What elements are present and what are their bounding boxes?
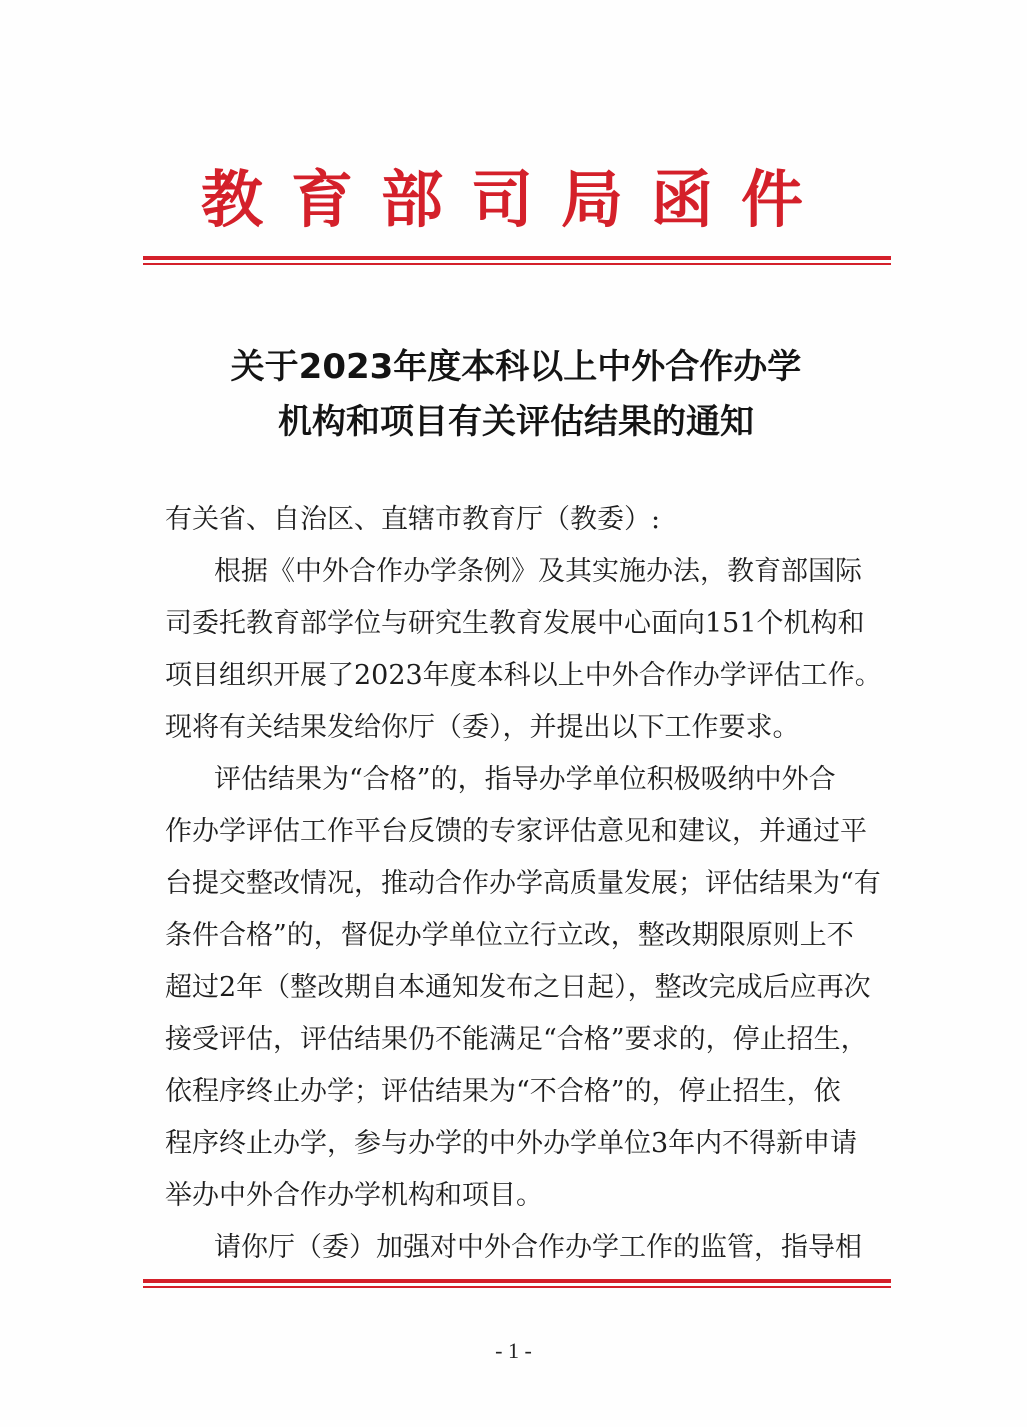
footer-red-rule: [143, 1279, 891, 1288]
paragraph-2-line-2: 作办学评估工作平台反馈的专家评估意见和建议，并通过平: [165, 816, 867, 847]
red-rule-thin-line: [143, 263, 891, 265]
red-rule-thick-line: [143, 256, 891, 260]
paragraph-2-line-4: 条件合格”的，督促办学单位立行立改，整改期限原则上不: [165, 920, 854, 951]
paragraph-2-line-9: 举办中外合作办学机构和项目。: [165, 1180, 543, 1211]
paragraph-1-line-4: 现将有关结果发给你厅（委），并提出以下工作要求。: [165, 712, 800, 743]
paragraph-2-line-7: 依程序终止办学；评估结果为“不合格”的，停止招生，依: [165, 1076, 841, 1107]
paragraph-2-line-1: 评估结果为“合格”的，指导办学单位积极吸纳中外合: [214, 764, 836, 795]
salutation: 有关省、自治区、直辖市教育厅（教委）:: [165, 504, 661, 535]
document-title-line-2: 机构和项目有关评估结果的通知: [278, 402, 754, 442]
paragraph-2-line-8: 程序终止办学，参与办学的中外办学单位3年内不得新申请: [165, 1128, 858, 1159]
paragraph-1-line-3: 项目组织开展了2023年度本科以上中外合作办学评估工作。: [165, 660, 882, 691]
letterhead-title: 教育部司局函件: [200, 163, 831, 236]
paragraph-2-line-6: 接受评估，评估结果仍不能满足“合格”要求的，停止招生，: [165, 1024, 868, 1055]
footer-rule-thick-line: [143, 1279, 891, 1283]
footer-rule-thin-line: [143, 1286, 891, 1288]
paragraph-1-line-2: 司委托教育部学位与研究生教育发展中心面向151个机构和: [165, 608, 865, 639]
paragraph-2-line-3: 台提交整改情况，推动合作办学高质量发展；评估结果为“有: [165, 868, 881, 899]
letterhead-red-rule: [143, 256, 891, 265]
document-title-line-1: 关于2023年度本科以上中外合作办学: [230, 347, 802, 387]
page-number: - 1 -: [495, 1338, 532, 1363]
paragraph-2-line-5: 超过2年（整改期自本通知发布之日起），整改完成后应再次: [165, 972, 871, 1003]
paragraph-1-line-1: 根据《中外合作办学条例》及其实施办法，教育部国际: [214, 556, 862, 587]
paragraph-3-line-1: 请你厅（委）加强对中外合作办学工作的监管，指导相: [214, 1232, 862, 1263]
